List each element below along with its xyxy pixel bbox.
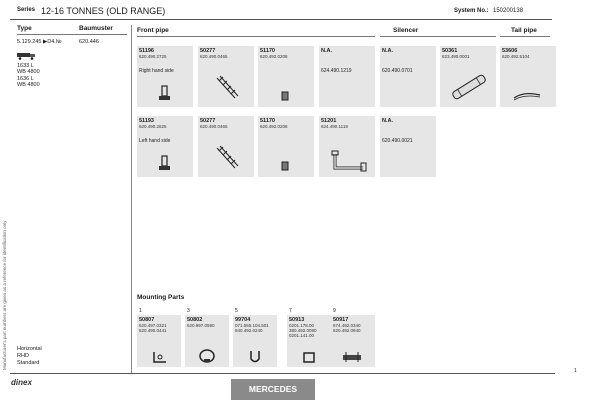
part-code: 50917 [333, 317, 349, 323]
part-index: 3 [187, 308, 190, 314]
oem-ref: 624.490.1219 [321, 68, 352, 74]
variant-wheelbase: WB 4800 [17, 69, 40, 75]
variant-model: 1633 L [17, 63, 34, 69]
sleeve-icon [280, 160, 290, 172]
silencer-line [380, 36, 496, 37]
part-code: N.A. [382, 48, 393, 54]
catalog-header [17, 6, 545, 18]
part-code: 51170 [260, 118, 275, 124]
silencer-icon [448, 72, 490, 102]
oem-ref: 620.490.2725 [139, 54, 167, 59]
silencer-title: Silencer [393, 27, 419, 34]
type-header: Type [17, 25, 32, 32]
series-label: Series [17, 7, 36, 13]
mounting-part-card[interactable] [137, 308, 181, 367]
part-code: 50913 [289, 317, 305, 323]
part-index: 5 [235, 308, 238, 314]
part-card[interactable] [500, 46, 556, 107]
disclaimer-note: Manufacturer's part numbers are given as a reference for identification only [2, 220, 7, 370]
part-card[interactable] [380, 46, 436, 107]
side-note: Left hand side [139, 138, 171, 144]
part-code: 51170 [260, 48, 275, 54]
configuration-note: Horizontal RHD Standard [17, 346, 42, 366]
baumuster-code: 620.446 [79, 39, 99, 45]
sleeve-icon [280, 90, 290, 102]
part-card[interactable] [319, 46, 375, 107]
part-code: 51201 [321, 118, 337, 124]
tail-pipe-icon [512, 90, 542, 102]
oem-ref: 071.555.104.501 940.492.0240 [235, 323, 269, 333]
oem-ref: 620.490.0701 [382, 68, 413, 74]
oem-ref: 620.490.0465 [200, 124, 228, 129]
strap-icon [301, 350, 317, 365]
side-note: Right hand side [139, 68, 174, 74]
flexible-pipe-icon [213, 72, 241, 102]
oem-ref: 0201.178.00 380.492.0080 0201.141.00 [289, 323, 317, 338]
part-card[interactable] [198, 46, 254, 107]
u-clamp-icon [247, 349, 263, 365]
part-code: N.A. [321, 48, 332, 54]
part-card[interactable] [198, 116, 254, 177]
oem-ref: 620.492.0208 [260, 54, 288, 59]
exhaust-clamp-icon [157, 84, 173, 102]
part-card[interactable] [319, 116, 375, 177]
hanger-icon [341, 349, 363, 365]
oem-ref: 620.497.0321 620.490.0441 [139, 323, 167, 333]
part-code: 50802 [187, 317, 203, 323]
mounting-part-card[interactable] [185, 308, 229, 367]
system-number-value: 150200138 [493, 8, 524, 14]
brand-tab[interactable]: MERCEDES [231, 379, 315, 400]
part-card[interactable] [258, 46, 314, 107]
part-card[interactable] [137, 46, 193, 107]
system-number-label: System No.: [454, 8, 489, 14]
variant-model: 1636 L [17, 76, 34, 82]
part-card[interactable] [380, 116, 436, 177]
mounting-part-card[interactable] [233, 308, 277, 367]
column-divider [131, 25, 132, 373]
clamp-ring-icon [197, 347, 217, 365]
page-number: 1 [574, 368, 577, 374]
oem-ref: 620.490.0465 [200, 54, 228, 59]
header-divider [10, 19, 552, 20]
oem-ref: 620.997.0590 [187, 323, 215, 328]
bent-pipe-icon [329, 148, 369, 174]
part-card[interactable] [440, 46, 496, 107]
oem-ref: 623.490.0001 [442, 54, 470, 59]
part-code: 50277 [200, 48, 216, 54]
footer-divider [10, 373, 555, 374]
bracket-icon [151, 349, 169, 365]
type-divider [17, 34, 127, 35]
variant-wheelbase: WB 4800 [17, 82, 40, 88]
mounting-part-card[interactable] [331, 308, 375, 367]
dinex-logo: dinex [11, 378, 32, 387]
part-index: 9 [333, 308, 336, 314]
part-card[interactable] [137, 116, 193, 177]
front-pipe-line [137, 36, 375, 37]
mounting-part-card[interactable] [287, 308, 331, 367]
part-code: N.A. [382, 118, 393, 124]
mounting-parts-title: Mounting Parts [137, 294, 185, 301]
part-code: 50361 [442, 48, 458, 54]
baumuster-header: Baumuster [79, 25, 113, 32]
part-code: 99704 [235, 317, 251, 323]
tail-pipe-title: Tail pipe [511, 27, 537, 34]
truck-icon [17, 52, 37, 60]
front-pipe-title: Front pipe [137, 27, 169, 34]
part-code: 51193 [139, 118, 154, 124]
oem-ref: 674.492.0340 620.492.0940 [333, 323, 361, 333]
part-code: 51196 [139, 48, 154, 54]
oem-ref: 620.490.2625 [139, 124, 167, 129]
part-index: 1 [139, 308, 142, 314]
oem-ref: 620.492.0208 [260, 124, 288, 129]
series-title: 12-16 TONNES (OLD RANGE) [41, 6, 166, 16]
tail-pipe-line [500, 36, 550, 37]
exhaust-clamp-icon [157, 154, 173, 172]
oem-ref: 620.492.5104 [502, 54, 530, 59]
part-card[interactable] [258, 116, 314, 177]
part-code: 53606 [502, 48, 518, 54]
oem-ref: 620.490.0021 [382, 138, 413, 144]
part-code: 50807 [139, 317, 155, 323]
flexible-pipe-icon [213, 142, 241, 172]
part-index: 7 [289, 308, 292, 314]
oem-ref: 624.490.1119 [321, 124, 348, 129]
type-code[interactable]: 5.129.245 ▶D4.№ [17, 39, 62, 45]
part-code: 50277 [200, 118, 216, 124]
